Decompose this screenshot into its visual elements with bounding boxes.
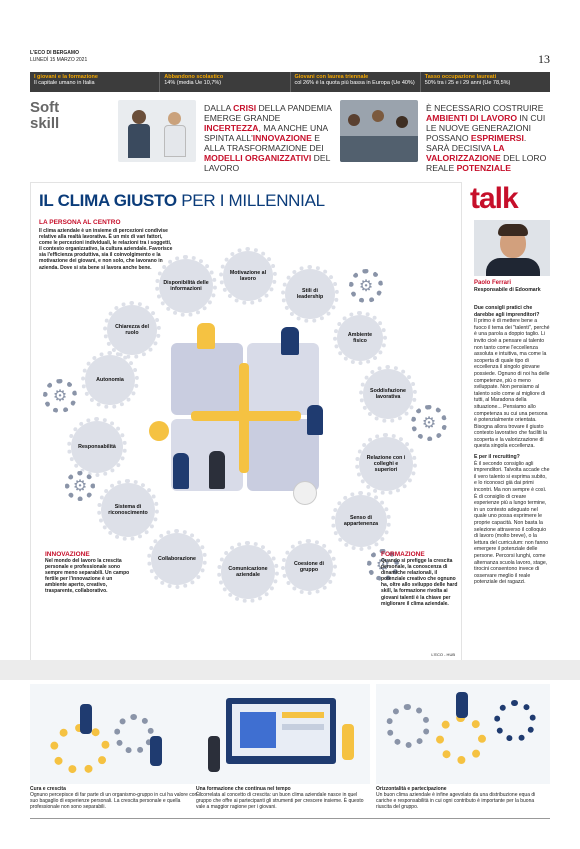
gear-coesione: Coesione di gruppo	[285, 543, 333, 591]
footer-rule	[30, 818, 550, 819]
infographic-title: IL CLIMA GIUSTO PER I MILLENNIAL	[39, 191, 325, 210]
interview-text	[474, 305, 550, 586]
gear-senso: Senso di appartenenza	[335, 495, 387, 547]
interviewee-name: Paolo Ferrari	[474, 280, 512, 286]
stat-cell: I giovani e la formazione Il capitale umano in Italia	[34, 74, 98, 86]
question: Due consigli pratici che darebbe agli imprenditori?	[474, 305, 540, 318]
gear-icon: ⚙	[349, 269, 383, 303]
caption-formazione: Una formazione che continua nel tempo È correlata al concetto di crescita: un buon clima aziendale nasce in quel gruppo che offre ai partecipanti gli strumenti per crescere insieme. È questo vale a maggior ragione per i giovani.	[196, 786, 364, 810]
answer: Il primo è di mettere bene a fuoco il tema dei "talenti", perché è una parola a doppio taglio. Li invito cioè a pensare al talento non tanto come l'eccellenza assoluta e intuitiva, ma come la scoperta di quale tipo di eccellenza il singolo giovane possiede. Ognuno di noi ha delle competenze, più o meno sviluppate. Non pensiamo al talento solo come al migliore di tutti, al Maradona della situazione... Pensiamo allo competenza su cui una persona è potenzialmente orientata. Bisogna allora trovare il giusto contesto lavorativo che faciliti la scoperta e la valorizzazione di questa singola eccellenza.	[474, 318, 550, 450]
gear-icon: ⚙	[411, 405, 447, 441]
stat-cell: Tasso occupazione laureati 50% tra i 25 e i 29 anni (Ue 78,5%)	[420, 72, 550, 92]
innovazione-title: INNOVAZIONE	[45, 551, 90, 558]
gear-responsabilita: Responsabilità	[71, 421, 123, 473]
answer: È il secondo consiglio agli imprenditori. Talvolta accade che il vero talento si esprima subito, e lo riconosci già dai primi incontri. Ma non sempre è così. È di consiglio di creare esperienze più a lungo termine, in un contesto adeguato nel quale uno possa esprimere le proprie capacità. Non basta la selezione attraverso il colloquio di lavoro (molto breve), o la lettura del curriculum: non fanno emergere il potenziale delle persone. Percorsi lunghi, come alternanza scuola lavoro, stage, tirocini consentono invece di osservare meglio il reale potenziale dei ragazzi.	[474, 460, 550, 586]
headline-right: È NECESSARIO COSTRUIRE AMBIENTI DI LAVORO IN CUI LE NUOVE GENERAZIONI POSSANO ESPRIMERSI. SARÀ DECISIVA LA VALORIZZAZIONE DEL LORO REALE POTENZIALE	[426, 103, 547, 173]
infographic	[30, 182, 462, 662]
person-figure	[173, 453, 189, 489]
person-figure	[281, 327, 299, 355]
office-photo-left	[118, 100, 196, 162]
stat-cell: Abbandono scolastico 14% (media Ue 10,7%)	[159, 72, 289, 92]
innovazione-text: Nel mondo del lavoro la crescita personale e professionale sono sempre meno separabili. Un campo fertile per l'innovazione è un ambiente aperto, creativo, trasparente, collaborativo.	[45, 558, 130, 595]
stats-bar	[30, 72, 550, 92]
newspaper-name: L'ECO DI BERGAMO	[30, 50, 79, 56]
formazione-block	[381, 551, 459, 607]
lightbulb-icon	[293, 481, 317, 505]
masthead	[30, 50, 87, 63]
caption-orizzontalita: Orizzontalità e partecipazione Un buon clima aziendale è infine agevolato da una distribuzione equa di cariche e responsabilità in cui ogni contributo è importante per la buona riuscita del gruppo.	[376, 786, 536, 810]
headline-left: DALLA CRISI DELLA PANDEMIA EMERGE GRANDE INCERTEZZA, MA ANCHE UNA SPINTA ALL'INNOVAZIONE E ALLA TRASFORMAZIONE DEI MODELLI ORGANIZZATIVI DEL LAVORO	[204, 103, 332, 173]
intro-block	[39, 219, 173, 271]
issue-date: LUNEDÌ 15 MARZO 2021	[30, 57, 88, 63]
gear-icon: ⚙	[43, 379, 77, 413]
gear-ambiente: Ambiente fisico	[337, 315, 383, 361]
divider-band	[0, 660, 580, 680]
gear-soddisfazione: Soddisfazione lavorativa	[363, 369, 413, 419]
gear-relazione: Relazione con i colleghi e superiori	[359, 437, 413, 491]
page-number: 13	[538, 52, 550, 66]
gear-disponibilita: Disponibilità delle informazioni	[159, 259, 213, 313]
caption-cura: Cura e crescita Ognuno percepisce di far parte di un organismo-gruppo in cui ha valore con il suo bagaglio di esperienze personali. La crescita personale e quella professionale non sono separabili.	[30, 786, 201, 810]
office-photo-right	[340, 100, 418, 162]
section-label: Soft skill	[30, 99, 60, 132]
gear-icon: ⚙	[65, 471, 95, 501]
gear-motivazione: Motivazione al lavoro	[223, 251, 273, 301]
question: E per il recruiting?	[474, 454, 520, 461]
gear-collaborazione: Collaborazione	[151, 533, 203, 585]
formazione-text: Quando si prefigge la crescita personale, la conoscenza di dinamiche relazionali, il potenziale creativo che ognuno ha, oltre allo sviluppo delle hard skill, la formazione rivolta ai giovani talenti è la chiave per migliorare il clima aziendale.	[381, 558, 458, 607]
gear-sistema: Sistema di riconoscimento	[101, 483, 155, 537]
innovazione-block	[45, 551, 135, 595]
illustration-orizzontalita	[376, 684, 550, 784]
formazione-title: FORMAZIONE	[381, 551, 425, 558]
gear-stili: Stili di leadership	[285, 269, 335, 319]
person-figure	[209, 451, 225, 489]
talk-title: talk	[470, 182, 518, 215]
credit: L'ECO - HUB	[431, 652, 455, 657]
puzzle-illustration	[171, 343, 321, 493]
gear-comunicazione: Comunicazione aziendale	[221, 545, 275, 599]
avatar	[474, 220, 550, 276]
gear-chiarezza: Chiarezza del ruolo	[107, 305, 157, 355]
illustration-formazione	[196, 684, 370, 784]
person-figure	[307, 405, 323, 435]
interviewee-role: Responsabile di Edoomark	[474, 287, 541, 293]
intro-title: LA PERSONA AL CENTRO	[39, 219, 121, 226]
stat-cell: Giovani con laurea triennale col 26% è la quota più bassa in Europa (Ue 40%)	[290, 72, 420, 92]
gear-icon: ⚙	[367, 549, 399, 581]
lightbulb-icon	[149, 421, 169, 441]
illustration-cura	[30, 684, 204, 784]
intro-text: Il clima aziendale è un insieme di percezioni condivise relative alla realtà lavorativa. È un mix di vari fattori, come le percezioni individuali, le relazioni tra i soggetti, il contesto organizzativo, la cultura aziendale. Favorisce sia l'efficienza produttiva, sia il coinvolgimento e la motivazione dei giovani, e non solo, che lavorano in azienda. Dove si sta bene si lavora anche bene.	[39, 228, 173, 271]
gear-autonomia: Autonomia	[85, 355, 135, 405]
person-figure	[197, 323, 215, 349]
